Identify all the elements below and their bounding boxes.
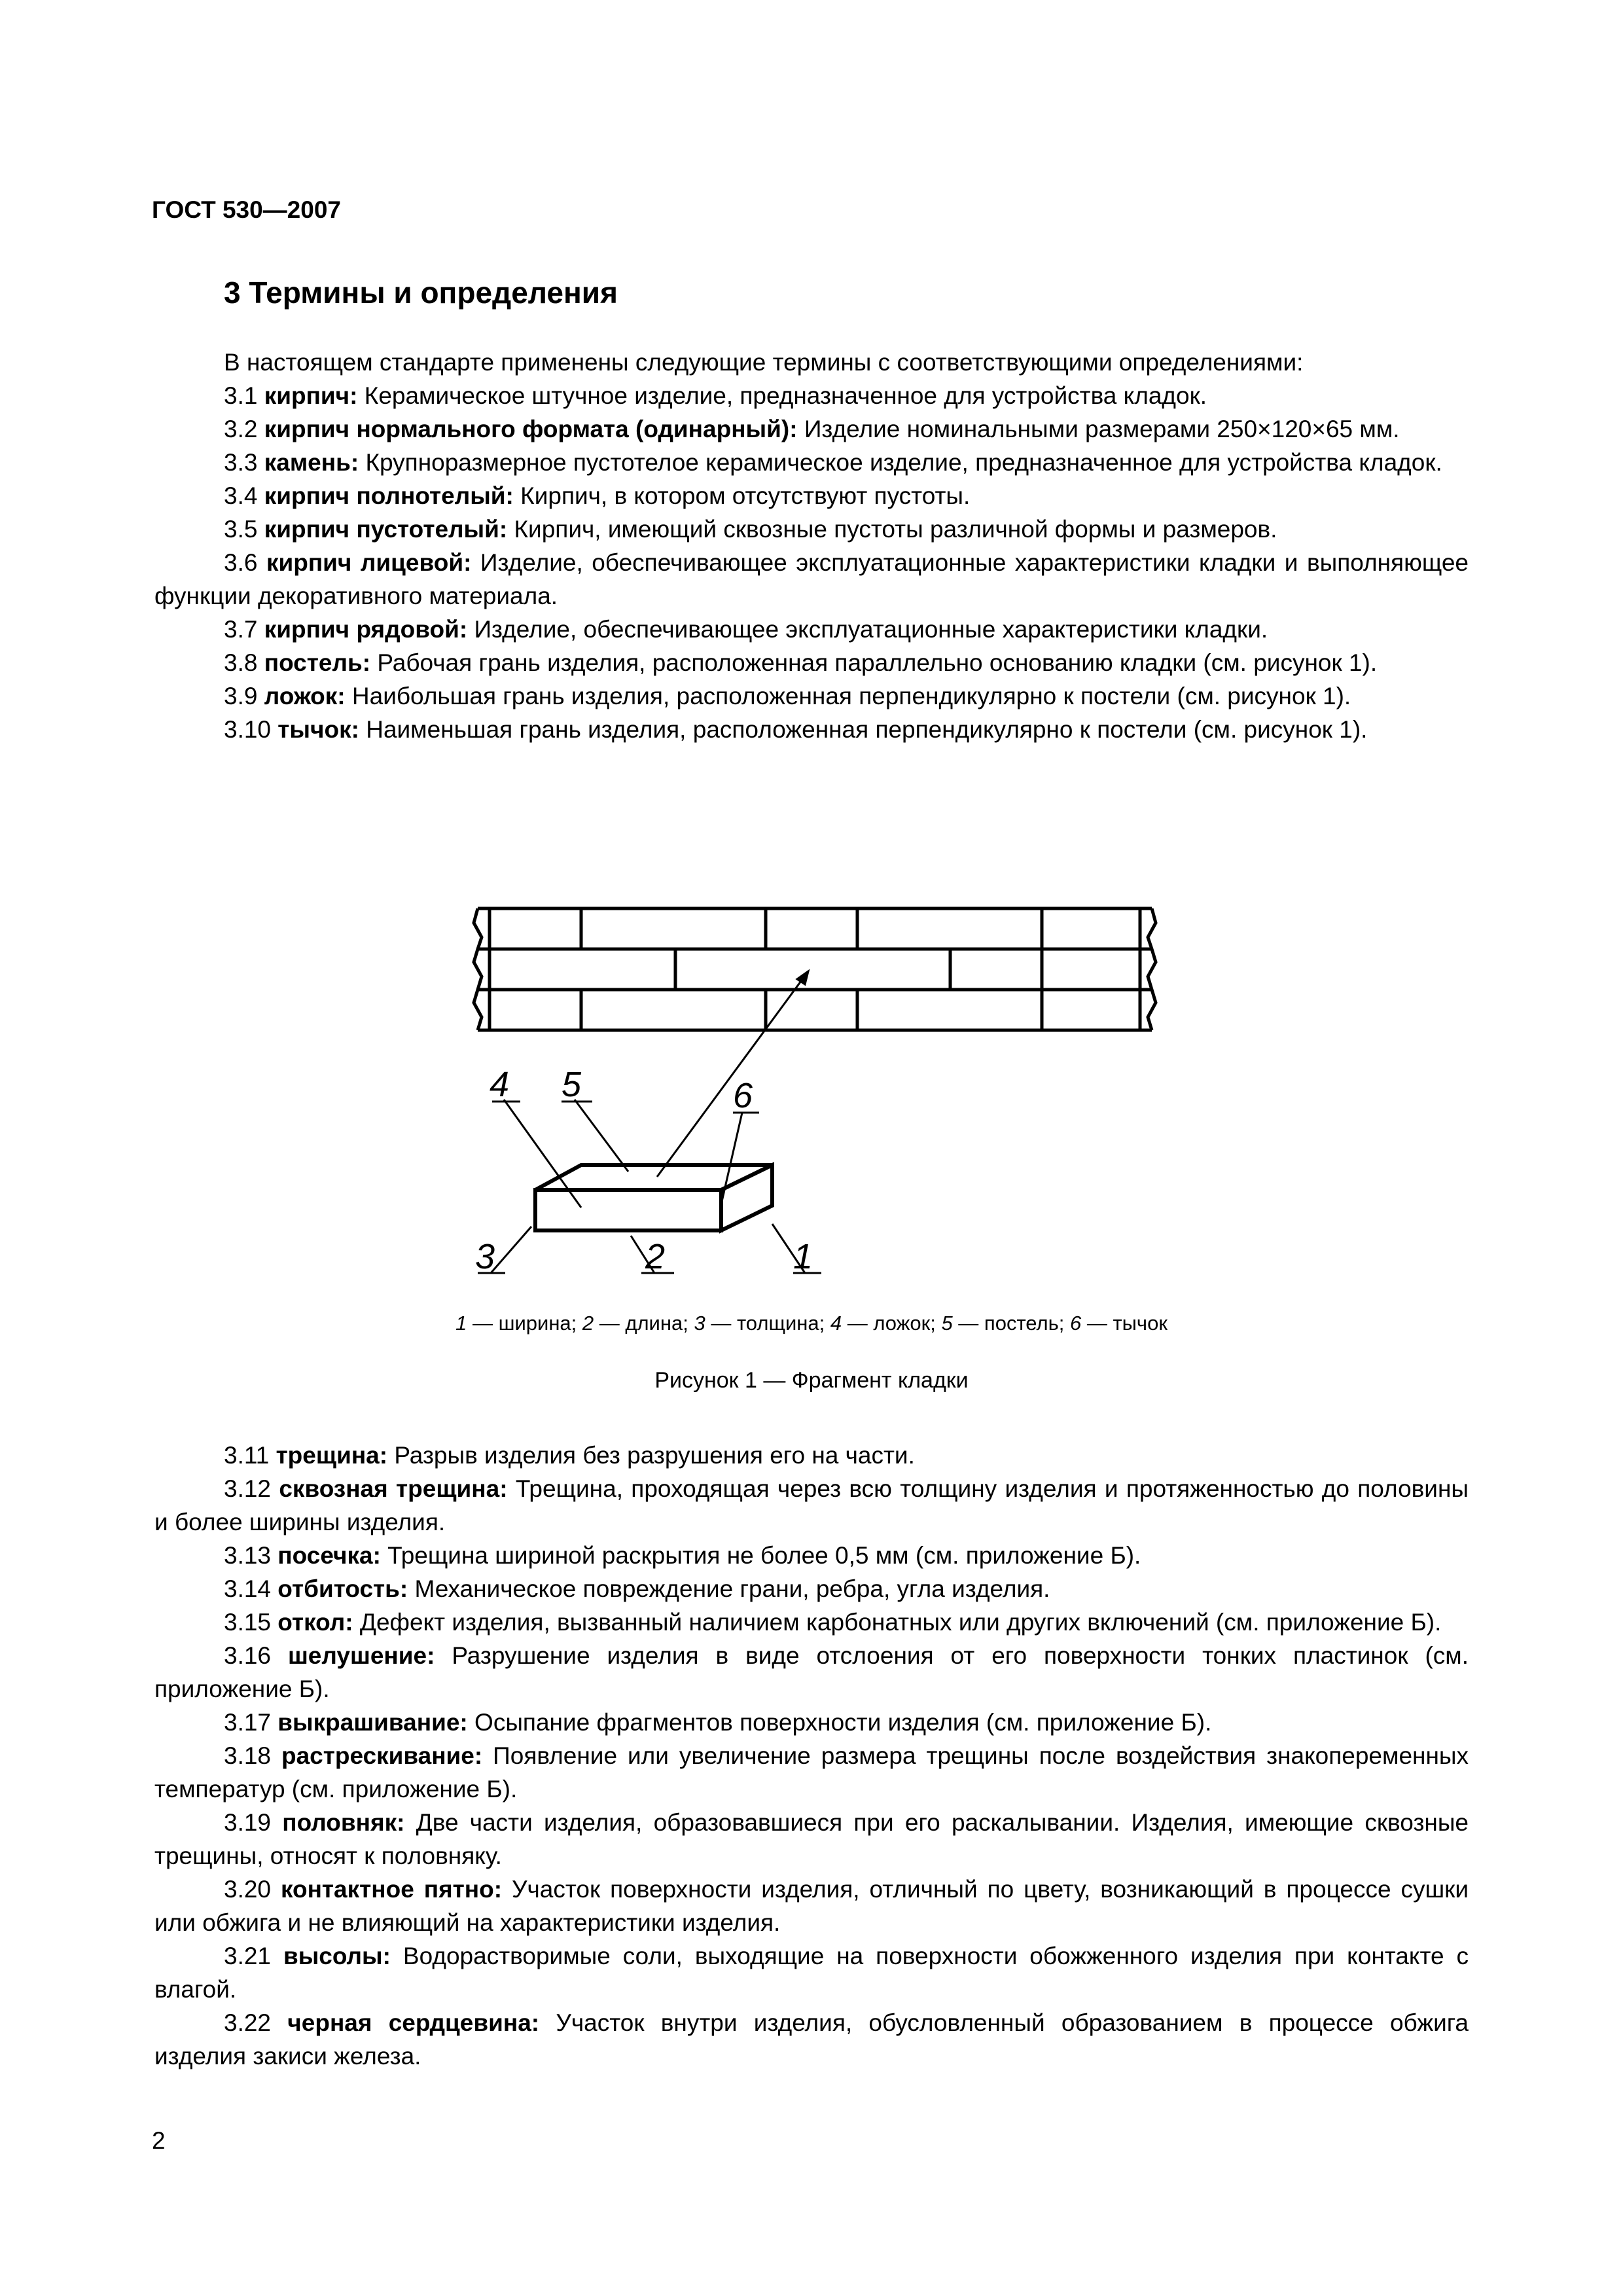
term-paragraph — [154, 1639, 1469, 1706]
term-number: 3.20 — [224, 1876, 272, 1903]
term-number: 3.9 — [224, 683, 258, 709]
legend-number: 3 — [694, 1312, 705, 1335]
legend-number: 5 — [941, 1312, 953, 1335]
term-definition: Участок внутри изделия, обусловленный образованием в процессе обжига изделия закиси железа. — [154, 2009, 1469, 2070]
term-paragraph — [154, 412, 1469, 446]
legend-text: — ширина; — [467, 1312, 582, 1335]
masonry-wall — [474, 908, 1156, 1030]
term-number: 3.13 — [224, 1542, 272, 1569]
term-name: кирпич рядовой: — [264, 616, 468, 643]
figure-caption: Рисунок 1 — Фрагмент кладки — [654, 1368, 969, 1393]
term-paragraph — [154, 479, 1469, 512]
term-number: 3.16 — [224, 1642, 272, 1669]
term-definition: Крупноразмерное пустотелое керамическое изделие, предназначенное для устройства кладок. — [365, 449, 1442, 476]
term-definition: Рабочая грань изделия, расположенная параллельно основанию кладки (см. рисунок 1). — [377, 649, 1378, 676]
term-name: тычок: — [277, 716, 359, 743]
term-definition: Участок поверхности изделия, отличный по цвету, возникающий в процессе сушки или обжига и не влияющий на характеристики изделия. — [154, 1876, 1469, 1936]
term-paragraph — [154, 512, 1469, 546]
term-definition: Изделие номинальными размерами 250×120×65 мм. — [804, 416, 1400, 442]
callout-6: 6 — [733, 1076, 753, 1115]
term-number: 3.14 — [224, 1575, 272, 1602]
term-number: 3.7 — [224, 616, 258, 643]
term-paragraph — [154, 1939, 1469, 2006]
term-paragraph — [154, 446, 1469, 479]
term-number: 3.6 — [224, 549, 258, 576]
term-definition: Изделие, обеспечивающее эксплуатационные характеристики кладки. — [474, 616, 1268, 643]
term-number: 3.8 — [224, 649, 258, 676]
term-name: кирпич пустотелый: — [264, 516, 508, 543]
term-name: камень: — [264, 449, 359, 476]
term-name: ложок: — [264, 683, 346, 709]
terms-list — [154, 1439, 1469, 2073]
legend-text: — длина; — [594, 1312, 694, 1335]
term-paragraph — [154, 646, 1469, 679]
term-paragraph — [154, 2006, 1469, 2073]
document-code: ГОСТ 530—2007 — [152, 196, 341, 223]
term-number: 3.21 — [224, 1943, 272, 1969]
term-number: 3.4 — [224, 482, 258, 509]
legend-text: — ложок; — [842, 1312, 942, 1335]
callout-5: 5 — [562, 1065, 582, 1104]
term-name: растрескивание: — [281, 1742, 483, 1769]
term-definition: Наименьшая грань изделия, расположенная перпендикулярно к постели (см. рисунок 1). — [366, 716, 1368, 743]
term-definition: Трещина, проходящая через всю толщину изделия и протяженностью до половины и более ширины изделия. — [154, 1475, 1469, 1535]
term-definition: Разрыв изделия без разрушения его на части. — [394, 1442, 915, 1469]
callout-4: 4 — [490, 1065, 510, 1104]
term-paragraph — [154, 1873, 1469, 1939]
term-name: посечка: — [277, 1542, 381, 1569]
term-name: выкрашивание: — [277, 1709, 468, 1736]
term-paragraph — [154, 1706, 1469, 1739]
legend-text: — толщина; — [705, 1312, 830, 1335]
term-number: 3.12 — [224, 1475, 272, 1502]
page-number: 2 — [152, 2127, 166, 2154]
term-number: 3.10 — [224, 716, 272, 743]
term-name: кирпич нормального формата (одинарный): — [264, 416, 798, 442]
term-definition: Изделие, обеспечивающее эксплуатационные характеристики кладки и выполняющее функции декоративного материала. — [154, 549, 1469, 609]
term-paragraph — [154, 1605, 1469, 1639]
term-number: 3.11 — [224, 1442, 270, 1469]
term-paragraph — [154, 679, 1469, 713]
term-definition: Дефект изделия, вызванный наличием карбонатных или других включений (см. приложение Б). — [359, 1609, 1442, 1636]
callout-3: 3 — [475, 1237, 495, 1276]
term-paragraph — [154, 1739, 1469, 1806]
term-paragraph — [154, 1472, 1469, 1539]
term-number: 3.3 — [224, 449, 258, 476]
terms-block-after-figure — [154, 1439, 1469, 2073]
terms-list — [154, 379, 1469, 746]
term-paragraph — [154, 546, 1469, 613]
term-paragraph — [154, 1806, 1469, 1873]
callout-2: 2 — [645, 1237, 666, 1276]
term-number: 3.5 — [224, 516, 258, 543]
term-definition: Наибольшая грань изделия, расположенная перпендикулярно к постели (см. рисунок 1). — [351, 683, 1351, 709]
figure-masonry-fragment — [458, 897, 1191, 1289]
figure-legend — [154, 1312, 1469, 1335]
legend-number: 4 — [830, 1312, 842, 1335]
term-definition: Разрушение изделия в виде отслоения от его поверхности тонких пластинок (см. приложение Б). — [154, 1642, 1469, 1702]
term-paragraph — [154, 613, 1469, 646]
term-definition: Осыпание фрагментов поверхности изделия (см. приложение Б). — [474, 1709, 1212, 1736]
term-definition: Две части изделия, образовавшиеся при его раскалывании. Изделия, имеющие сквозные трещины, относят к половняку. — [154, 1809, 1469, 1869]
legend-number: 1 — [455, 1312, 467, 1335]
term-number: 3.15 — [224, 1609, 272, 1636]
term-paragraph — [154, 1572, 1469, 1605]
term-paragraph — [154, 1539, 1469, 1572]
term-name: постель: — [264, 649, 371, 676]
term-definition: Кирпич, в котором отсутствуют пустоты. — [520, 482, 971, 509]
term-number: 3.17 — [224, 1709, 272, 1736]
term-name: отбитость: — [277, 1575, 408, 1602]
term-number: 3.19 — [224, 1809, 272, 1836]
term-number: 3.1 — [224, 382, 258, 409]
term-name: контактное пятно: — [280, 1876, 503, 1903]
terms-block-before-figure — [154, 346, 1469, 746]
legend-number: 6 — [1069, 1312, 1082, 1335]
term-name: сквозная трещина: — [279, 1475, 508, 1502]
term-paragraph — [154, 1439, 1469, 1472]
legend-text: — постель; — [952, 1312, 1070, 1335]
term-name: половняк: — [282, 1809, 405, 1836]
term-paragraph — [154, 379, 1469, 412]
term-name: откол: — [277, 1609, 353, 1636]
term-number: 3.22 — [224, 2009, 272, 2036]
term-name: шелушение: — [287, 1642, 435, 1669]
intro-paragraph: В настоящем стандарте применены следующие термины с соответствующими определениями: — [224, 349, 1304, 376]
term-definition: Появление или увеличение размера трещины после воздействия знакопеременных температур (см. приложение Б). — [154, 1742, 1469, 1803]
legend-number: 2 — [582, 1312, 594, 1335]
term-paragraph — [154, 713, 1469, 746]
callout-1: 1 — [793, 1237, 813, 1276]
single-brick — [535, 1165, 772, 1230]
legend-text: — тычок — [1081, 1312, 1168, 1335]
section-title: 3 Термины и определения — [224, 276, 618, 310]
term-number: 3.18 — [224, 1742, 272, 1769]
leader-lines — [478, 971, 821, 1273]
term-name: кирпич лицевой: — [266, 549, 472, 576]
term-name: кирпич полнотелый: — [264, 482, 514, 509]
term-name: черная сердцевина: — [287, 2009, 540, 2036]
term-definition: Керамическое штучное изделие, предназначенное для устройства кладок. — [364, 382, 1207, 409]
term-name: трещина: — [276, 1442, 388, 1469]
term-definition: Кирпич, имеющий сквозные пустоты различной формы и размеров. — [514, 516, 1277, 543]
term-definition: Водорастворимые соли, выходящие на поверхности обожженного изделия при контакте с влагой. — [154, 1943, 1469, 2003]
term-number: 3.2 — [224, 416, 258, 442]
term-definition: Трещина шириной раскрытия не более 0,5 мм (см. приложение Б). — [387, 1542, 1141, 1569]
term-name: высолы: — [283, 1943, 391, 1969]
term-name: кирпич: — [264, 382, 358, 409]
term-definition: Механическое повреждение грани, ребра, угла изделия. — [414, 1575, 1050, 1602]
